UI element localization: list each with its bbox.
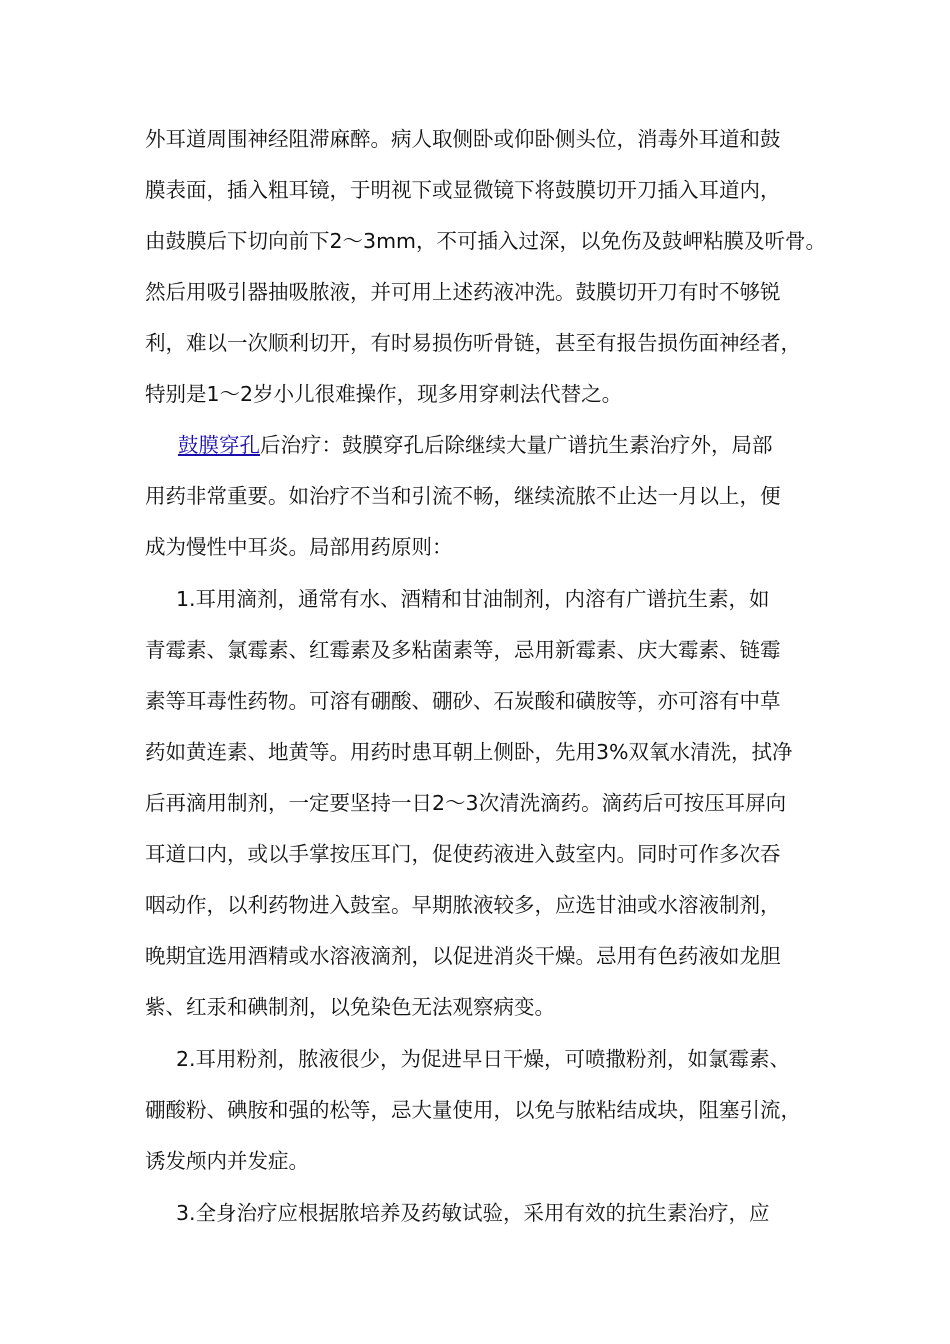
paragraph-myringotomy bbox=[145, 114, 827, 420]
text-line: 硼酸粉、碘胺和强的松等，忌大量使用，以免与脓粘结成块，阻塞引流， bbox=[145, 1098, 801, 1122]
text-line: 成为慢性中耳炎。局部用药原则： bbox=[145, 535, 453, 559]
text-line: 1.耳用滴剂，通常有水、酒精和甘油制剂，内溶有广谱抗生素，如 bbox=[176, 587, 770, 611]
text-line: 青霉素、氯霉素、红霉素及多粘菌素等，忌用新霉素、庆大霉素、链霉 bbox=[145, 638, 781, 662]
text-line: 药如黄连素、地黄等。用药时患耳朝上侧卧，先用3%双氧水清洗，拭净 bbox=[145, 740, 793, 764]
text-line: 晚期宜选用酒精或水溶液滴剂，以促进消炎干燥。忌用有色药液如龙胆 bbox=[145, 944, 781, 968]
text-line bbox=[145, 420, 810, 471]
paragraph-systemic-treatment bbox=[145, 1188, 810, 1239]
text-line: 特别是1～2岁小儿很难操作，现多用穿刺法代替之。 bbox=[145, 382, 623, 406]
text-line: 咽动作，以利药物进入鼓室。早期脓液较多，应选甘油或水溶液制剂， bbox=[145, 893, 781, 917]
text-line: 2.耳用粉剂，脓液很少，为促进早日干燥，可喷撒粉剂，如氯霉素、 bbox=[176, 1047, 791, 1071]
paragraph-ear-drops bbox=[145, 574, 810, 1033]
paragraph-ear-powder bbox=[145, 1034, 810, 1187]
perforation-link[interactable]: 鼓膜穿孔 bbox=[178, 433, 260, 457]
text-line: 后再滴用制剂，一定要坚持一日2～3次清洗滴药。滴药后可按压耳屏向 bbox=[145, 791, 787, 815]
paragraph-perforation-treatment bbox=[145, 420, 810, 573]
text-line: 膜表面，插入粗耳镜，于明视下或显微镜下将鼓膜切开刀插入耳道内， bbox=[145, 178, 781, 202]
text-line: 外耳道周围神经阻滞麻醉。病人取侧卧或仰卧侧头位，消毒外耳道和鼓 bbox=[145, 127, 781, 151]
text-line: 耳道口内，或以手掌按压耳门，促使药液进入鼓室内。同时可作多次吞 bbox=[145, 842, 781, 866]
text-line: 利，难以一次顺利切开，有时易损伤听骨链，甚至有报告损伤面神经者， bbox=[145, 331, 801, 355]
text-line: 由鼓膜后下切向前下2～3mm，不可插入过深，以免伤及鼓岬粘膜及听骨。 bbox=[145, 229, 827, 253]
text-line: 3.全身治疗应根据脓培养及药敏试验，采用有效的抗生素治疗，应 bbox=[176, 1201, 770, 1225]
text-line: 紫、红汞和碘制剂，以免染色无法观察病变。 bbox=[145, 995, 555, 1019]
text-line: 素等耳毒性药物。可溶有硼酸、硼砂、石炭酸和磺胺等，亦可溶有中草 bbox=[145, 689, 781, 713]
text-segment: 后治疗：鼓膜穿孔后除继续大量广谱抗生素治疗外，局部 bbox=[260, 433, 773, 457]
text-line: 然后用吸引器抽吸脓液，并可用上述药液冲洗。鼓膜切开刀有时不够锐 bbox=[145, 280, 781, 304]
text-line: 用药非常重要。如治疗不当和引流不畅，继续流脓不止达一月以上，便 bbox=[145, 484, 781, 508]
text-line: 诱发颅内并发症。 bbox=[145, 1149, 309, 1173]
